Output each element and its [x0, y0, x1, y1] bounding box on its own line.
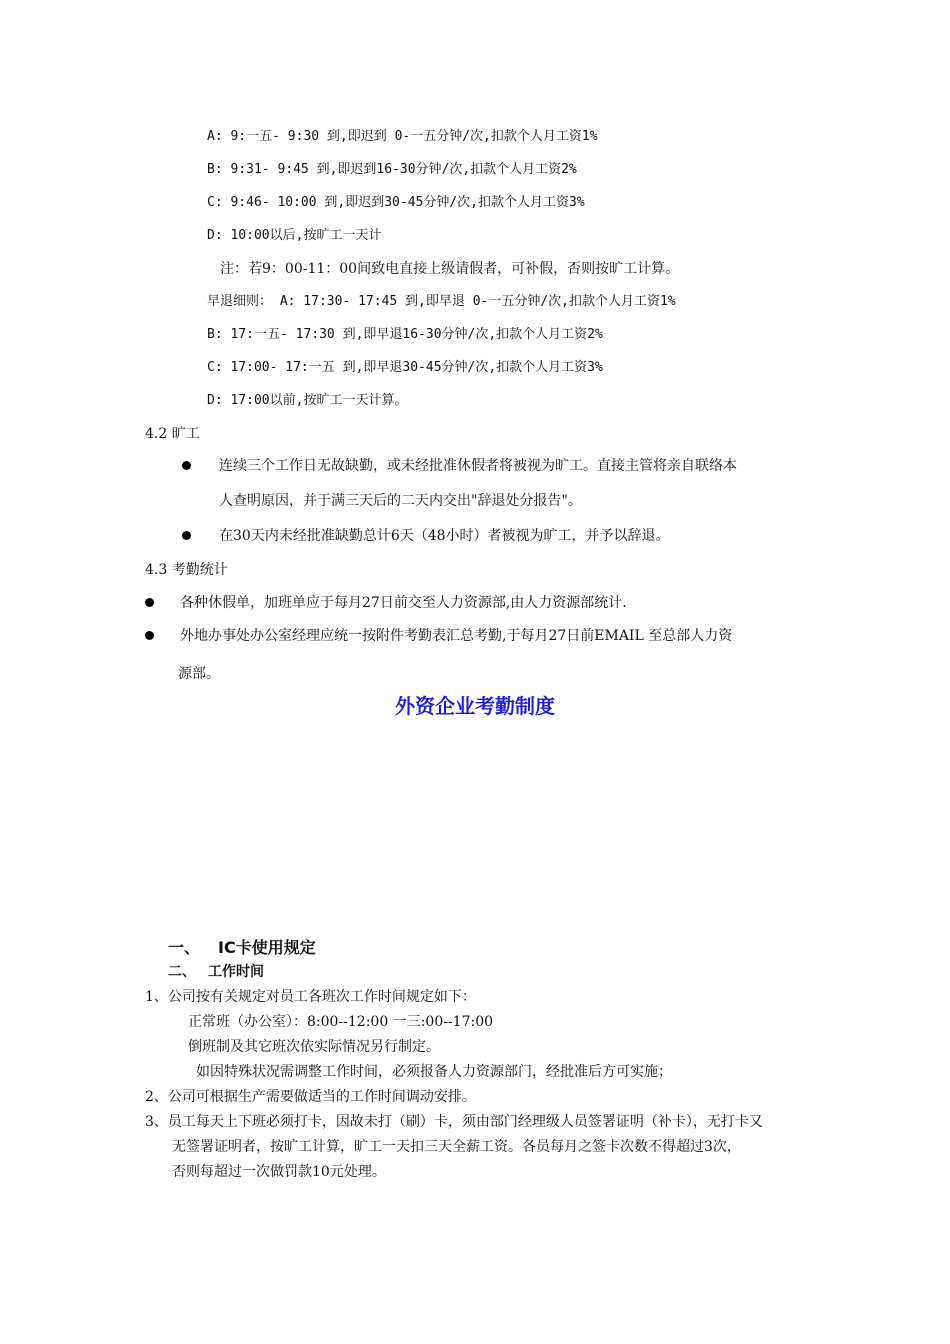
rule-3-line-3: 否则每超过一次做罚款10元处理。 [172, 1164, 386, 1180]
absent-heading: 4.2 旷工 [145, 426, 200, 442]
section-1-number: 一、 [168, 938, 201, 957]
early-rule-c: C: 17:00- 17:一五 到,即早退30-45分钟/次,扣款个人月工资3% [207, 360, 603, 375]
section-1-title: IC卡使用规定 [218, 938, 316, 957]
rule-2: 2、公司可根据生产需要做适当的工作时间调动安排。 [145, 1089, 476, 1105]
late-rule-d: D: 10:00以后,按旷工一天计 [207, 228, 382, 243]
late-note: 注：若9：00-11：00间致电直接上级请假者，可补假，否则按旷工计算。 [220, 261, 680, 277]
stats-heading: 4.3 考勤统计 [145, 562, 228, 578]
early-rule-b: B: 17:一五- 17:30 到,即早退16-30分钟/次,扣款个人月工资2% [207, 327, 603, 342]
rule-3-line-1: 3、员工每天上下班必须打卡，因故未打（刷）卡，须由部门经理级人员签署证明（补卡），无打卡又 [145, 1114, 763, 1130]
rule-3-line-2: 无签署证明者，按旷工计算，旷工一天扣三天全薪工资。各员每月之签卡次数不得超过3次， [172, 1139, 741, 1155]
absent-bullet-1-line-1: 连续三个工作日无故缺勤，或未经批准休假者将被视为旷工。直接主管将亲自联络本 [219, 458, 737, 474]
bullet-icon [182, 531, 191, 540]
bullet-icon [145, 631, 154, 640]
rule-1: 1、公司按有关规定对员工各班次工作时间规定如下： [145, 989, 476, 1005]
document-title: 外资企业考勤制度 [395, 694, 555, 718]
section-2-title: 工作时间 [208, 964, 264, 980]
early-rule-d: D: 17:00以前,按旷工一天计算。 [207, 393, 408, 408]
rule-1-adjustment: 如因特殊状况需调整工作时间，必须报备人力资源部门，经批准后方可实施； [196, 1064, 672, 1080]
stats-bullet-1: 各种休假单，加班单应于每月27日前交至人力资源部,由人力资源部统计. [180, 595, 627, 611]
late-rule-a: A: 9:一五- 9:30 到,即迟到 0-一五分钟/次,扣款个人月工资1% [207, 129, 598, 144]
bullet-icon [182, 461, 191, 470]
stats-bullet-2-line-2: 源部。 [178, 666, 220, 682]
stats-bullet-2-line-1: 外地办事处办公室经理应统一按附件考勤表汇总考勤,于每月27日前EMAIL 至总部人力资 [180, 628, 733, 644]
absent-bullet-2: 在30天内未经批准缺勤总计6天（48小时）者被视为旷工，并予以辞退。 [219, 528, 670, 544]
late-rule-b: B: 9:31- 9:45 到,即迟到16-30分钟/次,扣款个人月工资2% [207, 162, 577, 177]
bullet-icon [145, 598, 154, 607]
late-rule-c: C: 9:46- 10:00 到,即迟到30-45分钟/次,扣款个人月工资3% [207, 195, 585, 210]
rule-1-normal-shift: 正常班（办公室）：8:00--12:00 一三:00--17:00 [188, 1014, 494, 1030]
early-rule-a: 早退细则： A: 17:30- 17:45 到,即早退 0-一五分钟/次,扣款个人月工资1% [207, 294, 676, 309]
section-2-number: 二、 [168, 964, 196, 980]
absent-bullet-1-line-2: 人查明原因，并于满三天后的二天内交出"辞退处分报告"。 [219, 493, 582, 509]
rule-1-other-shifts: 倒班制及其它班次依实际情况另行制定。 [188, 1039, 440, 1055]
